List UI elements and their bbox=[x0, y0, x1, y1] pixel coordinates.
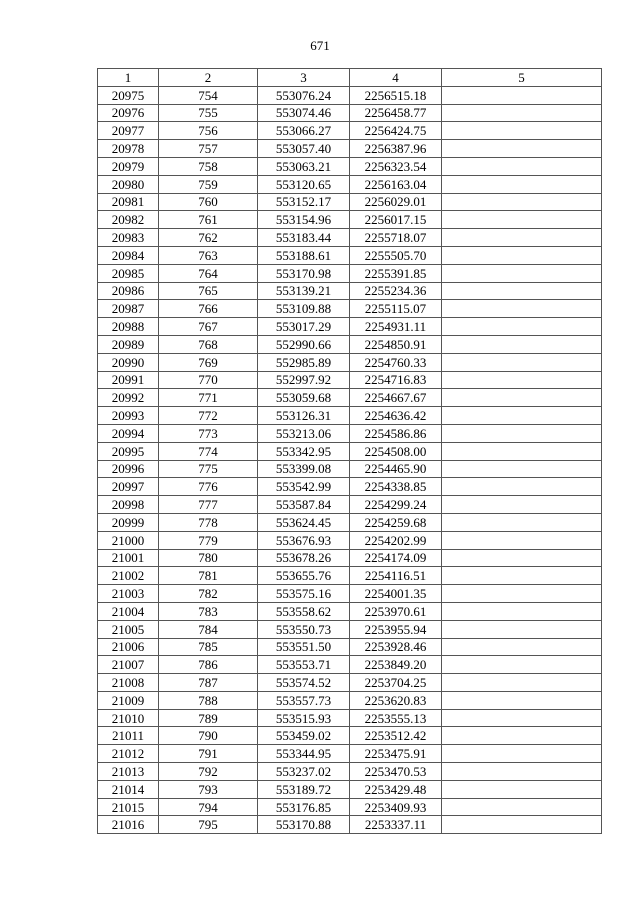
table-row bbox=[98, 140, 602, 158]
table-cell: 553655.76 bbox=[258, 567, 350, 585]
table-cell bbox=[442, 193, 602, 211]
table-cell: 553188.61 bbox=[258, 246, 350, 264]
table-cell: 2256323.54 bbox=[350, 157, 442, 175]
table-cell: 20978 bbox=[98, 140, 159, 158]
table-cell: 20977 bbox=[98, 122, 159, 140]
table-row bbox=[98, 460, 602, 478]
table-cell: 553189.72 bbox=[258, 780, 350, 798]
table-cell: 775 bbox=[159, 460, 258, 478]
table-cell: 2254299.24 bbox=[350, 496, 442, 514]
table-cell: 2255505.70 bbox=[350, 246, 442, 264]
table-cell: 553553.71 bbox=[258, 656, 350, 674]
table-cell bbox=[442, 246, 602, 264]
table-cell: 760 bbox=[159, 193, 258, 211]
table-cell: 553017.29 bbox=[258, 318, 350, 336]
table-row bbox=[98, 442, 602, 460]
table-cell: 782 bbox=[159, 585, 258, 603]
table-cell: 553515.93 bbox=[258, 709, 350, 727]
table-cell: 2254636.42 bbox=[350, 407, 442, 425]
table-cell: 2256424.75 bbox=[350, 122, 442, 140]
table-cell bbox=[442, 175, 602, 193]
table-cell: 2254001.35 bbox=[350, 585, 442, 603]
table-cell: 788 bbox=[159, 691, 258, 709]
table-cell: 553063.21 bbox=[258, 157, 350, 175]
table-cell: 553676.93 bbox=[258, 531, 350, 549]
table-cell: 553176.85 bbox=[258, 798, 350, 816]
table-cell bbox=[442, 727, 602, 745]
table-body bbox=[98, 86, 602, 833]
table-cell: 793 bbox=[159, 780, 258, 798]
table-cell: 786 bbox=[159, 656, 258, 674]
table-cell: 2254116.51 bbox=[350, 567, 442, 585]
table-row bbox=[98, 638, 602, 656]
table-cell bbox=[442, 709, 602, 727]
table-row bbox=[98, 371, 602, 389]
table-cell: 553557.73 bbox=[258, 691, 350, 709]
table-cell: 553139.21 bbox=[258, 282, 350, 300]
table-row bbox=[98, 549, 602, 567]
table-cell: 21002 bbox=[98, 567, 159, 585]
table-cell bbox=[442, 264, 602, 282]
table-cell: 553399.08 bbox=[258, 460, 350, 478]
table-cell: 2254465.90 bbox=[350, 460, 442, 478]
table-cell: 2253620.83 bbox=[350, 691, 442, 709]
table-cell bbox=[442, 157, 602, 175]
table-header-row bbox=[98, 69, 602, 87]
table-cell bbox=[442, 567, 602, 585]
table-cell: 783 bbox=[159, 602, 258, 620]
table-row bbox=[98, 656, 602, 674]
table-row bbox=[98, 353, 602, 371]
table-row bbox=[98, 816, 602, 834]
table-cell: 20992 bbox=[98, 389, 159, 407]
column-header: 4 bbox=[350, 69, 442, 87]
table-cell: 759 bbox=[159, 175, 258, 193]
table-cell bbox=[442, 104, 602, 122]
table-cell: 21006 bbox=[98, 638, 159, 656]
table-cell: 755 bbox=[159, 104, 258, 122]
table-cell: 553342.95 bbox=[258, 442, 350, 460]
table-cell: 20991 bbox=[98, 371, 159, 389]
table-cell: 21000 bbox=[98, 531, 159, 549]
table-cell: 2254850.91 bbox=[350, 335, 442, 353]
table-cell: 553066.27 bbox=[258, 122, 350, 140]
table-cell: 781 bbox=[159, 567, 258, 585]
table-cell bbox=[442, 674, 602, 692]
table-cell: 553551.50 bbox=[258, 638, 350, 656]
table-row bbox=[98, 157, 602, 175]
table-cell: 762 bbox=[159, 229, 258, 247]
table-cell: 2254508.00 bbox=[350, 442, 442, 460]
table-cell: 2254667.67 bbox=[350, 389, 442, 407]
table-cell bbox=[442, 460, 602, 478]
table-row bbox=[98, 763, 602, 781]
table-cell: 2254202.99 bbox=[350, 531, 442, 549]
table-cell: 2256029.01 bbox=[350, 193, 442, 211]
table-cell: 553057.40 bbox=[258, 140, 350, 158]
table-row bbox=[98, 727, 602, 745]
table-cell: 553059.68 bbox=[258, 389, 350, 407]
table-row bbox=[98, 389, 602, 407]
table-cell: 778 bbox=[159, 513, 258, 531]
table-cell bbox=[442, 745, 602, 763]
table-cell: 20975 bbox=[98, 86, 159, 104]
table-cell: 20994 bbox=[98, 424, 159, 442]
table-cell: 553183.44 bbox=[258, 229, 350, 247]
table-cell: 553550.73 bbox=[258, 620, 350, 638]
coordinates-table bbox=[97, 68, 602, 834]
table-row bbox=[98, 264, 602, 282]
table-cell: 553076.24 bbox=[258, 86, 350, 104]
table-cell: 553587.84 bbox=[258, 496, 350, 514]
table-cell: 20985 bbox=[98, 264, 159, 282]
table-cell: 768 bbox=[159, 335, 258, 353]
table-cell: 2254338.85 bbox=[350, 478, 442, 496]
table-cell: 20996 bbox=[98, 460, 159, 478]
table-cell bbox=[442, 371, 602, 389]
table-cell: 2254931.11 bbox=[350, 318, 442, 336]
table-cell: 2254259.68 bbox=[350, 513, 442, 531]
table-cell: 553575.16 bbox=[258, 585, 350, 603]
table-row bbox=[98, 246, 602, 264]
table-cell: 21008 bbox=[98, 674, 159, 692]
table-cell bbox=[442, 638, 602, 656]
table-cell: 553126.31 bbox=[258, 407, 350, 425]
table-cell: 795 bbox=[159, 816, 258, 834]
table-cell: 20999 bbox=[98, 513, 159, 531]
table-cell: 553074.46 bbox=[258, 104, 350, 122]
table-cell: 777 bbox=[159, 496, 258, 514]
table-row bbox=[98, 122, 602, 140]
table-cell: 20990 bbox=[98, 353, 159, 371]
table-cell: 553154.96 bbox=[258, 211, 350, 229]
table-cell: 21010 bbox=[98, 709, 159, 727]
table-cell: 21003 bbox=[98, 585, 159, 603]
table-cell: 2256387.96 bbox=[350, 140, 442, 158]
table-row bbox=[98, 602, 602, 620]
table-cell: 20983 bbox=[98, 229, 159, 247]
table-cell: 2254716.83 bbox=[350, 371, 442, 389]
table-cell: 21004 bbox=[98, 602, 159, 620]
table-cell: 552985.89 bbox=[258, 353, 350, 371]
table-cell: 2255115.07 bbox=[350, 300, 442, 318]
table-cell bbox=[442, 318, 602, 336]
table-cell: 2254586.86 bbox=[350, 424, 442, 442]
table-cell: 757 bbox=[159, 140, 258, 158]
table-row bbox=[98, 674, 602, 692]
table-cell: 21001 bbox=[98, 549, 159, 567]
table-row bbox=[98, 86, 602, 104]
table-cell: 20987 bbox=[98, 300, 159, 318]
table-cell: 553574.52 bbox=[258, 674, 350, 692]
table-cell: 756 bbox=[159, 122, 258, 140]
table-cell: 776 bbox=[159, 478, 258, 496]
table-row bbox=[98, 282, 602, 300]
table-cell: 2254760.33 bbox=[350, 353, 442, 371]
table-cell: 794 bbox=[159, 798, 258, 816]
table-row bbox=[98, 229, 602, 247]
table-cell: 2253849.20 bbox=[350, 656, 442, 674]
table-cell: 791 bbox=[159, 745, 258, 763]
table-cell bbox=[442, 780, 602, 798]
table-cell: 2253409.93 bbox=[350, 798, 442, 816]
table-cell bbox=[442, 86, 602, 104]
page-number: 671 bbox=[310, 38, 330, 53]
table-cell: 553120.65 bbox=[258, 175, 350, 193]
table-cell bbox=[442, 353, 602, 371]
table-cell bbox=[442, 282, 602, 300]
table-cell: 754 bbox=[159, 86, 258, 104]
table-cell: 20989 bbox=[98, 335, 159, 353]
table-row bbox=[98, 407, 602, 425]
table-row bbox=[98, 691, 602, 709]
table-row bbox=[98, 585, 602, 603]
table-cell: 21013 bbox=[98, 763, 159, 781]
table-cell: 773 bbox=[159, 424, 258, 442]
table-row bbox=[98, 193, 602, 211]
table-cell: 765 bbox=[159, 282, 258, 300]
table-cell: 21015 bbox=[98, 798, 159, 816]
table-cell: 21014 bbox=[98, 780, 159, 798]
table-cell: 20995 bbox=[98, 442, 159, 460]
table-cell bbox=[442, 140, 602, 158]
table-cell: 779 bbox=[159, 531, 258, 549]
table-cell: 21009 bbox=[98, 691, 159, 709]
table-cell: 2254174.09 bbox=[350, 549, 442, 567]
table-cell: 20998 bbox=[98, 496, 159, 514]
table-cell: 767 bbox=[159, 318, 258, 336]
table-cell bbox=[442, 549, 602, 567]
table-cell: 553344.95 bbox=[258, 745, 350, 763]
table-row bbox=[98, 798, 602, 816]
table-cell: 553459.02 bbox=[258, 727, 350, 745]
table-row bbox=[98, 780, 602, 798]
table-cell: 2256017.15 bbox=[350, 211, 442, 229]
table-cell bbox=[442, 211, 602, 229]
table-cell: 553542.99 bbox=[258, 478, 350, 496]
table-row bbox=[98, 513, 602, 531]
table-cell: 789 bbox=[159, 709, 258, 727]
table-cell: 2253429.48 bbox=[350, 780, 442, 798]
table-cell: 553624.45 bbox=[258, 513, 350, 531]
table-cell: 553213.06 bbox=[258, 424, 350, 442]
column-header: 2 bbox=[159, 69, 258, 87]
table-cell: 761 bbox=[159, 211, 258, 229]
table-row bbox=[98, 104, 602, 122]
table-cell: 20976 bbox=[98, 104, 159, 122]
table-cell: 553237.02 bbox=[258, 763, 350, 781]
table-cell bbox=[442, 229, 602, 247]
table-cell: 2253475.91 bbox=[350, 745, 442, 763]
table-cell: 2253470.53 bbox=[350, 763, 442, 781]
table-cell: 553152.17 bbox=[258, 193, 350, 211]
column-header: 3 bbox=[258, 69, 350, 87]
table-cell: 21005 bbox=[98, 620, 159, 638]
table-cell: 21011 bbox=[98, 727, 159, 745]
table-cell: 784 bbox=[159, 620, 258, 638]
table-cell: 553558.62 bbox=[258, 602, 350, 620]
table-cell: 758 bbox=[159, 157, 258, 175]
table-cell: 2256163.04 bbox=[350, 175, 442, 193]
table-cell: 763 bbox=[159, 246, 258, 264]
table-cell bbox=[442, 122, 602, 140]
table-cell bbox=[442, 389, 602, 407]
table-cell bbox=[442, 335, 602, 353]
table-cell bbox=[442, 478, 602, 496]
table-cell: 20993 bbox=[98, 407, 159, 425]
table-cell bbox=[442, 442, 602, 460]
table-cell: 20988 bbox=[98, 318, 159, 336]
table-cell: 2255718.07 bbox=[350, 229, 442, 247]
table-cell bbox=[442, 656, 602, 674]
table-cell: 553170.98 bbox=[258, 264, 350, 282]
table-cell: 2253928.46 bbox=[350, 638, 442, 656]
table-cell: 20979 bbox=[98, 157, 159, 175]
table-row bbox=[98, 531, 602, 549]
table-cell bbox=[442, 513, 602, 531]
table-cell bbox=[442, 763, 602, 781]
table-cell: 20984 bbox=[98, 246, 159, 264]
table-cell bbox=[442, 531, 602, 549]
table-row bbox=[98, 424, 602, 442]
table-cell: 20997 bbox=[98, 478, 159, 496]
table-cell: 771 bbox=[159, 389, 258, 407]
column-header: 1 bbox=[98, 69, 159, 87]
table-cell: 553109.88 bbox=[258, 300, 350, 318]
table-cell: 2253337.11 bbox=[350, 816, 442, 834]
table-cell: 2253512.42 bbox=[350, 727, 442, 745]
table-cell: 20982 bbox=[98, 211, 159, 229]
table-cell: 790 bbox=[159, 727, 258, 745]
table-cell: 20986 bbox=[98, 282, 159, 300]
table-row bbox=[98, 478, 602, 496]
table-cell: 2256515.18 bbox=[350, 86, 442, 104]
table-cell bbox=[442, 620, 602, 638]
table-row bbox=[98, 175, 602, 193]
table-row bbox=[98, 620, 602, 638]
table-cell: 2255391.85 bbox=[350, 264, 442, 282]
table-cell: 21016 bbox=[98, 816, 159, 834]
table-cell bbox=[442, 300, 602, 318]
table-cell: 2255234.36 bbox=[350, 282, 442, 300]
table-cell bbox=[442, 691, 602, 709]
table-cell: 553678.26 bbox=[258, 549, 350, 567]
table-cell bbox=[442, 496, 602, 514]
table-row bbox=[98, 496, 602, 514]
table-cell bbox=[442, 798, 602, 816]
table-cell: 780 bbox=[159, 549, 258, 567]
table-cell: 21012 bbox=[98, 745, 159, 763]
table-cell: 2253704.25 bbox=[350, 674, 442, 692]
table-cell bbox=[442, 424, 602, 442]
table-row bbox=[98, 318, 602, 336]
table-cell: 785 bbox=[159, 638, 258, 656]
table-cell: 2253555.13 bbox=[350, 709, 442, 727]
table-cell bbox=[442, 585, 602, 603]
table-cell: 774 bbox=[159, 442, 258, 460]
table-cell: 2253955.94 bbox=[350, 620, 442, 638]
table-cell: 787 bbox=[159, 674, 258, 692]
table-cell: 21007 bbox=[98, 656, 159, 674]
table-cell: 20980 bbox=[98, 175, 159, 193]
table-cell: 770 bbox=[159, 371, 258, 389]
table-cell: 2256458.77 bbox=[350, 104, 442, 122]
table-cell: 552997.92 bbox=[258, 371, 350, 389]
table-cell: 769 bbox=[159, 353, 258, 371]
table-cell bbox=[442, 407, 602, 425]
table-cell: 20981 bbox=[98, 193, 159, 211]
table-cell: 553170.88 bbox=[258, 816, 350, 834]
table-cell: 552990.66 bbox=[258, 335, 350, 353]
table-cell bbox=[442, 602, 602, 620]
table-cell: 764 bbox=[159, 264, 258, 282]
table-row bbox=[98, 335, 602, 353]
table-cell: 766 bbox=[159, 300, 258, 318]
table-cell: 772 bbox=[159, 407, 258, 425]
table-row bbox=[98, 300, 602, 318]
table-row bbox=[98, 745, 602, 763]
table-row bbox=[98, 709, 602, 727]
table-cell: 792 bbox=[159, 763, 258, 781]
table-cell bbox=[442, 816, 602, 834]
column-header: 5 bbox=[442, 69, 602, 87]
table-row bbox=[98, 567, 602, 585]
table-cell: 2253970.61 bbox=[350, 602, 442, 620]
table-row bbox=[98, 211, 602, 229]
